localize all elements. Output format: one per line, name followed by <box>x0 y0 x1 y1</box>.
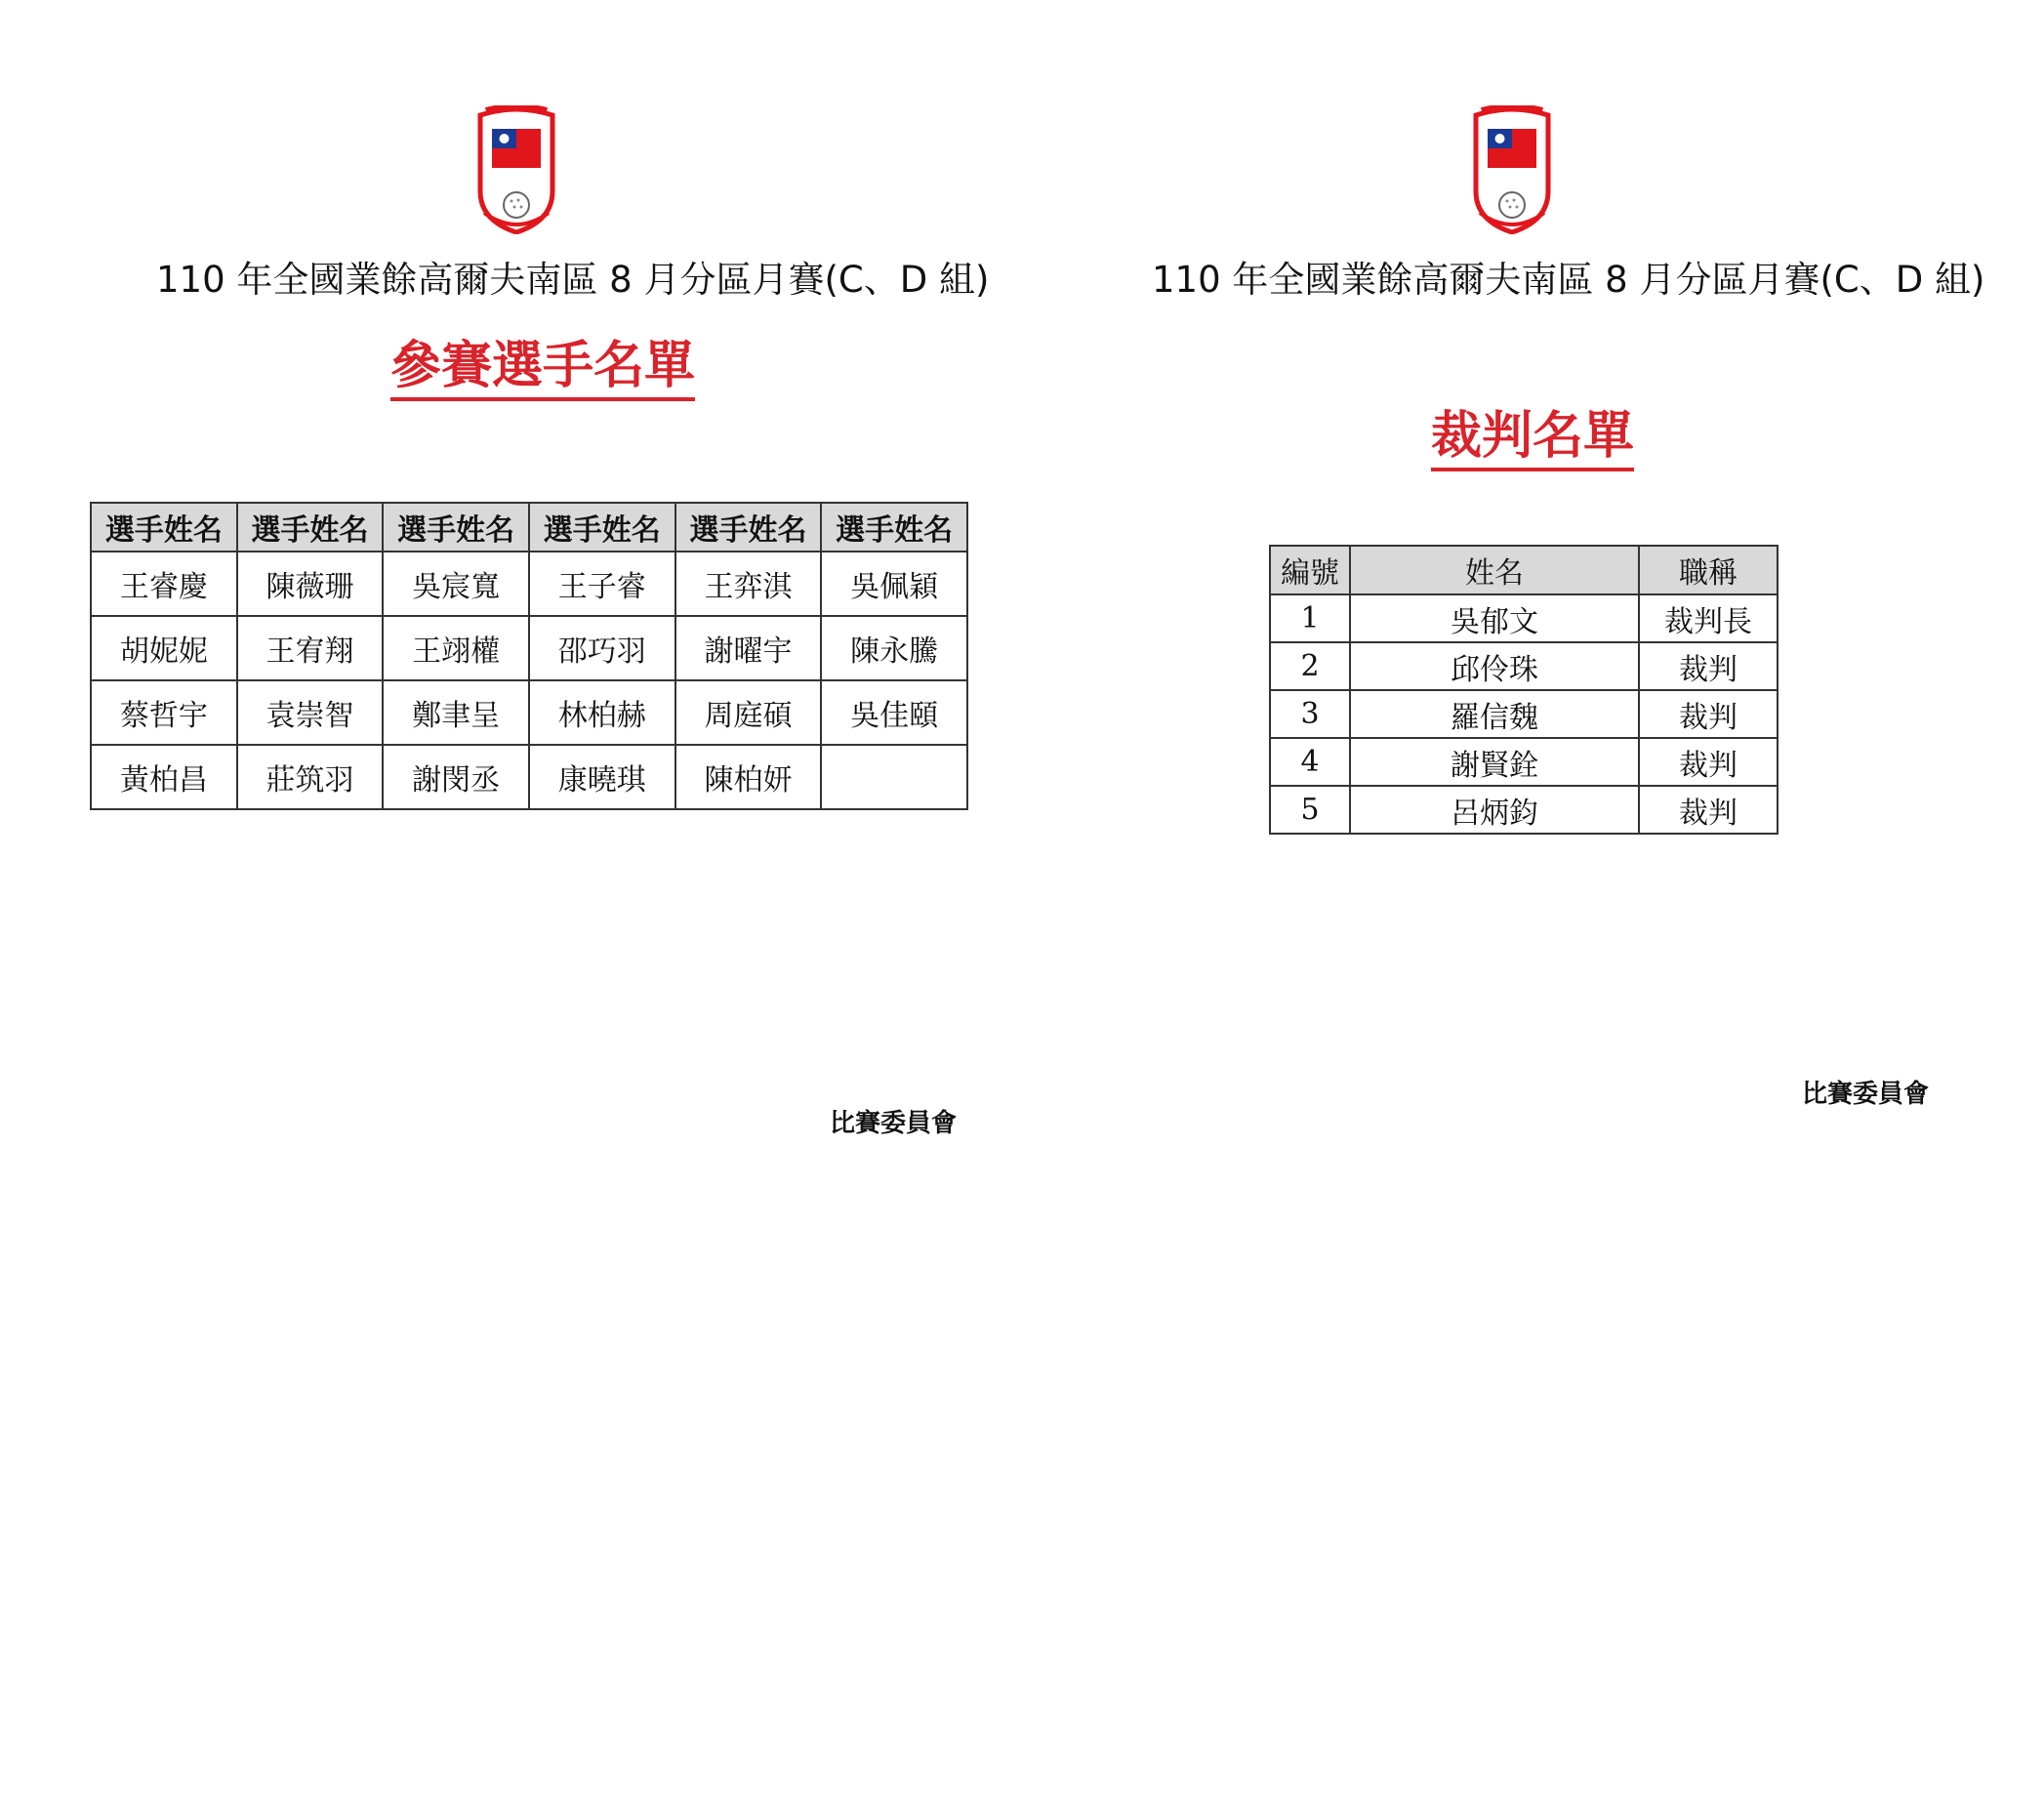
table-row <box>91 745 967 809</box>
judge-name-cell: 吳郁文 <box>1350 594 1639 642</box>
player-name-cell <box>821 745 967 809</box>
table-row <box>1270 690 1778 738</box>
judges-header-name: 姓名 <box>1350 546 1639 594</box>
player-name-cell: 鄭聿呈 <box>383 680 529 745</box>
table-row <box>1270 642 1778 690</box>
judge-name-cell: 呂炳鈞 <box>1350 786 1639 834</box>
player-name-cell: 黃柏昌 <box>91 745 237 809</box>
page-title-left: 110 年全國業餘高爾夫南區 8 月分區月賽(C、D 組) <box>156 259 990 301</box>
judge-number-cell: 5 <box>1270 786 1350 834</box>
players-header-cell: 選手姓名 <box>821 503 967 552</box>
judges-heading-text: 裁判名單 <box>1431 407 1634 471</box>
table-row <box>91 616 967 680</box>
judge-number-cell: 1 <box>1270 594 1350 642</box>
judge-name-cell: 羅信魏 <box>1350 690 1639 738</box>
judge-number-cell: 4 <box>1270 738 1350 786</box>
players-header-row <box>91 503 967 552</box>
players-heading-text: 參賽選手名單 <box>390 337 695 401</box>
table-row <box>91 552 967 616</box>
player-name-cell: 謝曜宇 <box>675 616 822 680</box>
players-header-cell: 選手姓名 <box>529 503 675 552</box>
player-name-cell: 謝閔丞 <box>383 745 529 809</box>
players-header-cell: 選手姓名 <box>383 503 529 552</box>
player-name-cell: 吳佩穎 <box>821 552 967 616</box>
committee-signature-right: 比賽委員會 <box>1802 1080 1930 1109</box>
judges-heading <box>1431 394 1634 468</box>
player-name-cell: 王宥翔 <box>237 616 384 680</box>
judge-title-cell: 裁判長 <box>1639 594 1778 642</box>
committee-signature-left: 比賽委員會 <box>830 1109 958 1138</box>
judge-title-cell: 裁判 <box>1639 786 1778 834</box>
player-name-cell: 邵巧羽 <box>529 616 675 680</box>
page-title-right: 110 年全國業餘高爾夫南區 8 月分區月賽(C、D 組) <box>1152 259 1985 301</box>
player-name-cell: 袁崇智 <box>237 680 384 745</box>
player-name-cell: 王翊權 <box>383 616 529 680</box>
player-name-cell: 康曉琪 <box>529 745 675 809</box>
judge-title-cell: 裁判 <box>1639 738 1778 786</box>
player-name-cell: 蔡哲宇 <box>91 680 237 745</box>
table-row <box>91 680 967 745</box>
players-header-cell: 選手姓名 <box>91 503 237 552</box>
judge-number-cell: 2 <box>1270 642 1350 690</box>
player-name-cell: 王睿慶 <box>91 552 237 616</box>
player-name-cell: 陳柏妍 <box>675 745 822 809</box>
judges-table <box>1269 545 1778 835</box>
player-name-cell: 陳永騰 <box>821 616 967 680</box>
garoc-logo-left <box>472 105 560 234</box>
player-name-cell: 胡妮妮 <box>91 616 237 680</box>
player-name-cell: 王子睿 <box>529 552 675 616</box>
judge-title-cell: 裁判 <box>1639 690 1778 738</box>
player-name-cell: 吳佳頤 <box>821 680 967 745</box>
player-name-cell: 莊筑羽 <box>237 745 384 809</box>
judge-name-cell: 謝賢銓 <box>1350 738 1639 786</box>
judges-header-number: 編號 <box>1270 546 1350 594</box>
players-table <box>90 502 968 810</box>
table-row <box>1270 594 1778 642</box>
judges-header-row <box>1270 546 1778 594</box>
player-name-cell: 林柏赫 <box>529 680 675 745</box>
table-row <box>1270 738 1778 786</box>
judge-title-cell: 裁判 <box>1639 642 1778 690</box>
player-name-cell: 王弈淇 <box>675 552 822 616</box>
player-name-cell: 陳薇珊 <box>237 552 384 616</box>
judges-header-title: 職稱 <box>1639 546 1778 594</box>
players-header-cell: 選手姓名 <box>675 503 822 552</box>
judge-number-cell: 3 <box>1270 690 1350 738</box>
player-name-cell: 周庭碩 <box>675 680 822 745</box>
players-heading <box>390 324 695 397</box>
garoc-logo-right <box>1468 105 1556 234</box>
table-row <box>1270 786 1778 834</box>
judge-name-cell: 邱伶珠 <box>1350 642 1639 690</box>
player-name-cell: 吳宸寬 <box>383 552 529 616</box>
players-header-cell: 選手姓名 <box>237 503 384 552</box>
